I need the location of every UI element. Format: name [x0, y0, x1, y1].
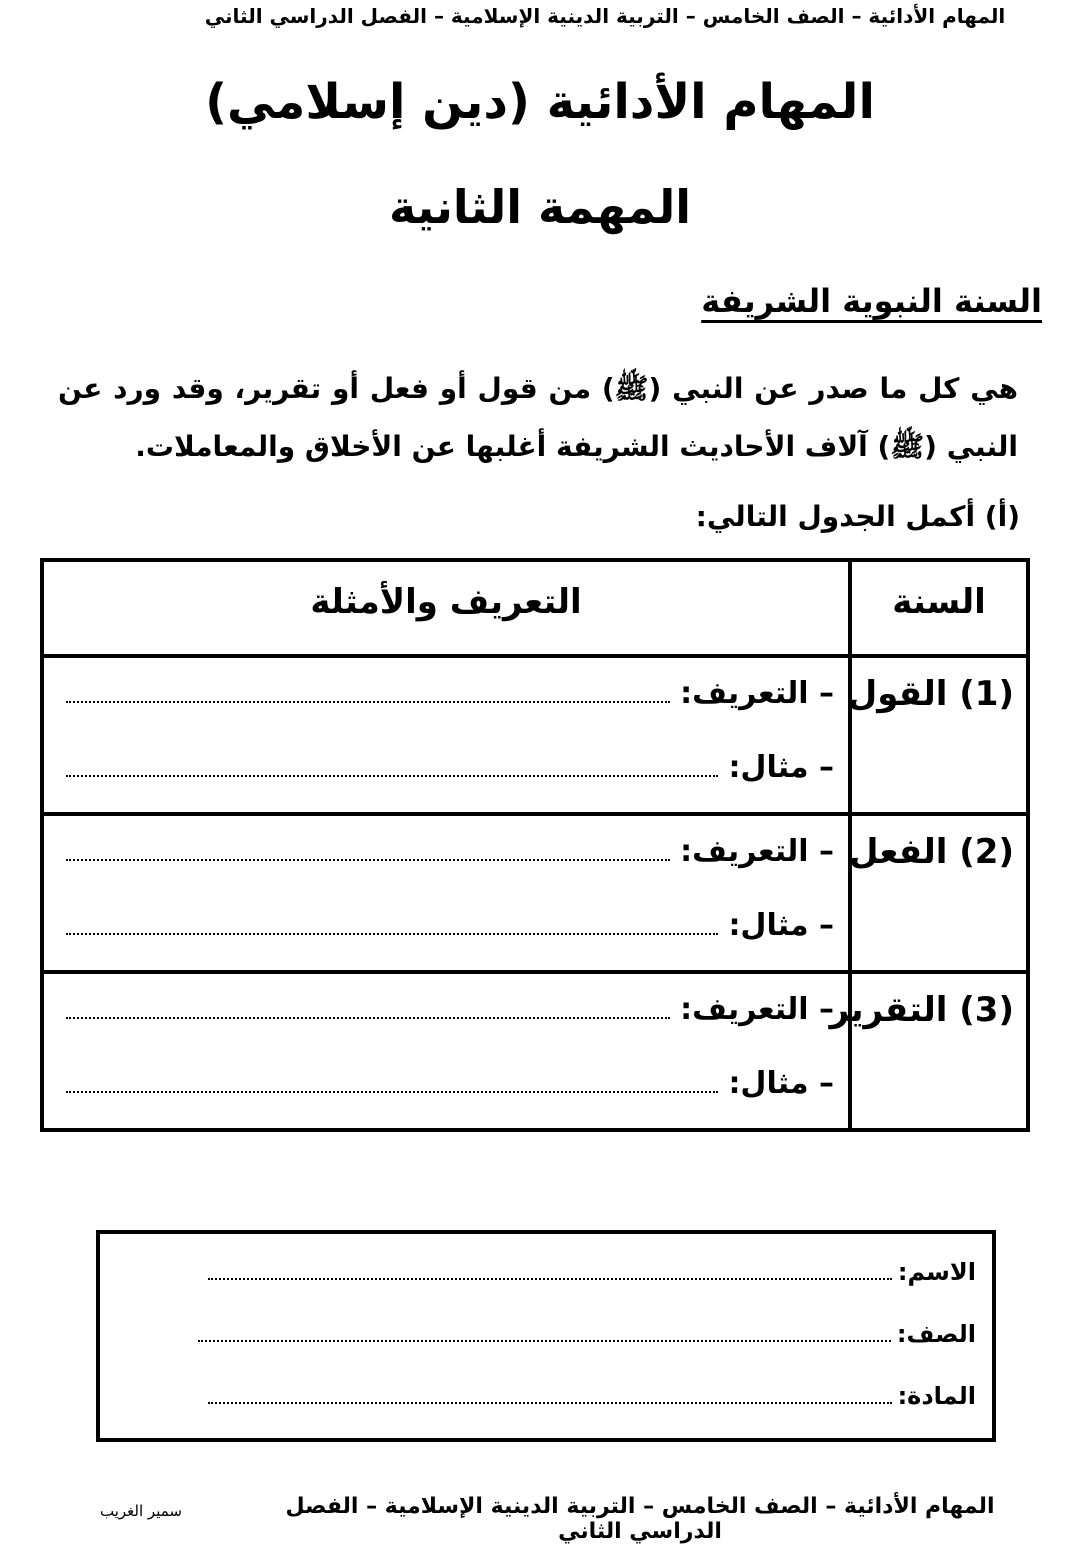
example-label: – مثال:	[728, 1066, 834, 1101]
subject-blank[interactable]	[208, 1402, 892, 1404]
page-header: المهام الأدائية – الصف الخامس – التربية الدينية الإسلامية – الفصل الدراسي الثاني	[204, 4, 1006, 28]
table-row	[44, 974, 1026, 1130]
name-blank[interactable]	[208, 1278, 892, 1280]
task-subtitle: المهمة الثانية	[388, 180, 692, 234]
header-desc-text: التعريف والأمثلة	[310, 582, 582, 622]
class-field[interactable]	[198, 1320, 976, 1348]
definition-label: – التعريف:	[680, 834, 834, 869]
table-row	[44, 816, 1026, 974]
subject-field[interactable]	[208, 1382, 976, 1410]
example-field[interactable]	[66, 750, 834, 785]
row-type-label: (1) القول	[847, 674, 1014, 714]
intro-paragraph: هي كل ما صدر عن النبي (ﷺ) من قول أو فعل أو تقرير، وقد ورد عن النبي (ﷺ) آلاف الأحاديث الشريفة أغلبها عن الأخلاق والمعاملات.	[58, 372, 1018, 463]
section-heading: السنة النبوية الشريفة	[701, 282, 1042, 320]
header-cell-type	[848, 562, 1026, 654]
row-type-cell	[848, 816, 1026, 970]
definition-field[interactable]	[66, 676, 834, 711]
example-blank[interactable]	[66, 933, 718, 935]
definition-label: – التعريف:	[680, 676, 834, 711]
class-blank[interactable]	[198, 1340, 891, 1342]
student-info-box	[96, 1230, 996, 1442]
table-header-row	[44, 562, 1026, 658]
row-type-label: (3) التقرير	[829, 990, 1014, 1030]
definition-field[interactable]	[66, 834, 834, 869]
page-title: المهام الأدائية (دين إسلامي)	[205, 74, 875, 130]
example-label: – مثال:	[728, 750, 834, 785]
example-field[interactable]	[66, 908, 834, 943]
header-cell-desc	[44, 562, 848, 654]
author-name: سمير الغريب	[100, 1502, 182, 1520]
page-footer: المهام الأدائية – الصف الخامس – التربية الدينية الإسلامية – الفصل الدراسي الثاني	[285, 1494, 995, 1544]
definition-field[interactable]	[66, 992, 834, 1027]
row-desc-cell	[44, 658, 848, 812]
table-instruction: (أ) أكمل الجدول التالي:	[695, 500, 1020, 533]
definition-blank[interactable]	[66, 859, 670, 861]
sunnah-table	[40, 558, 1030, 1132]
class-label: الصف:	[896, 1320, 976, 1348]
example-blank[interactable]	[66, 775, 718, 777]
table-row	[44, 658, 1026, 816]
example-blank[interactable]	[66, 1091, 718, 1093]
example-label: – مثال:	[728, 908, 834, 943]
name-label: الاسم:	[897, 1258, 976, 1286]
row-desc-cell	[44, 816, 848, 970]
header-type-text: السنة	[892, 582, 986, 622]
row-type-label: (2) الفعل	[848, 832, 1014, 872]
example-field[interactable]	[66, 1066, 834, 1101]
row-desc-cell	[44, 974, 848, 1130]
name-field[interactable]	[208, 1258, 976, 1286]
subject-label: المادة:	[897, 1382, 976, 1410]
definition-label: – التعريف:	[680, 992, 834, 1027]
row-type-cell	[829, 974, 1026, 1130]
row-type-cell	[848, 658, 1026, 812]
definition-blank[interactable]	[66, 701, 670, 703]
definition-blank[interactable]	[66, 1017, 670, 1019]
